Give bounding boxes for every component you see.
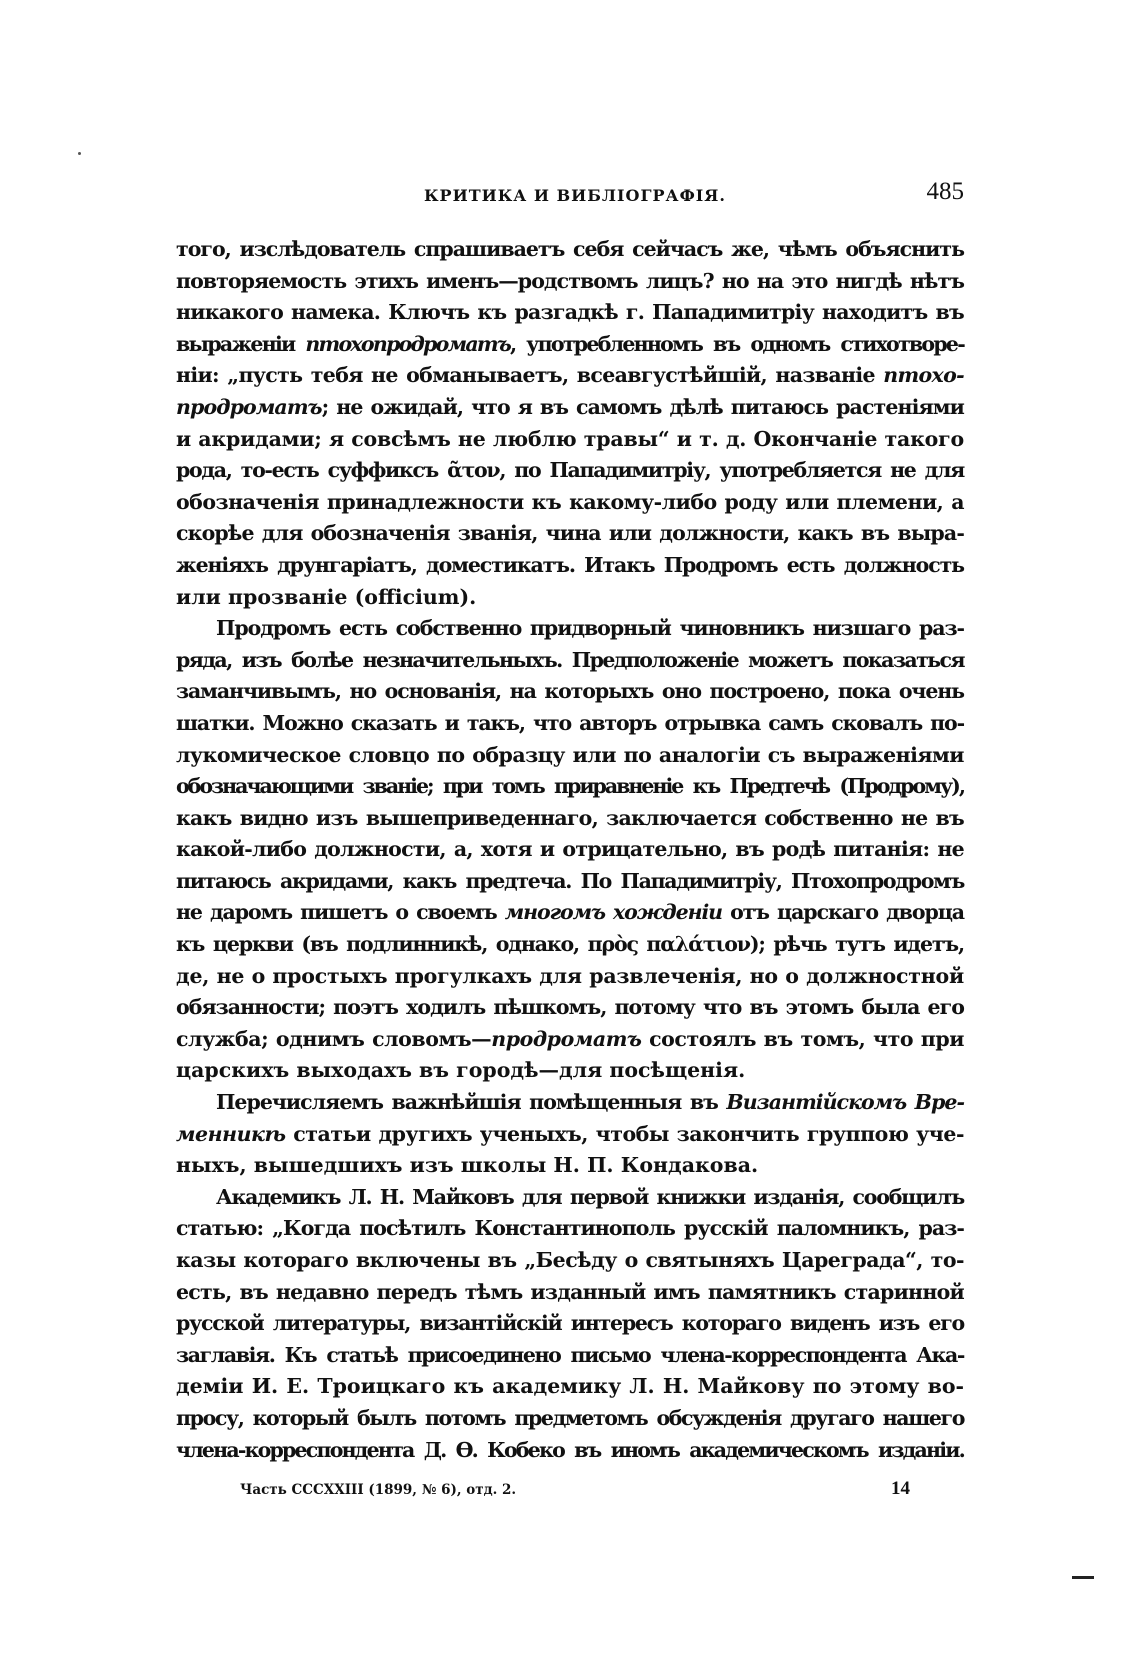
text-line: питаюсь акридами, какъ предтеча. По Пападимитріу, Птохопродромъ (176, 868, 964, 893)
text-line: обозначенія принадлежности къ какому-либо роду или племени, а (176, 489, 964, 514)
text-line (176, 1119, 964, 1151)
scan-speck (78, 152, 81, 155)
text-line: заглавія. Къ статьѣ присоединено письмо члена-корреспондента Ака- (176, 1342, 964, 1367)
text-line (176, 360, 964, 392)
text-line: къ церкви (въ подлинникѣ, однако, πρὸς παλάτιον); рѣчь тутъ идетъ, (176, 932, 964, 957)
text-line: русской литературы, византійскій интересъ котораго виденъ изъ его (176, 1311, 964, 1336)
margin-dash-mark (1072, 1576, 1094, 1579)
text-line (176, 1087, 964, 1119)
text-line: обязанности; поэтъ ходилъ пѣшкомъ, потому что въ этомъ была его (176, 995, 964, 1020)
italic-term: продроматъ (491, 1026, 642, 1051)
page-header (176, 178, 964, 212)
text-line: женіяхъ друнгаріатъ, доместикатъ. Итакъ Продромъ есть должность (176, 552, 964, 577)
text-line (176, 1024, 964, 1056)
signature-mark: 14 (891, 1478, 910, 1499)
text-line: ныхъ, вышедшихъ изъ школы Н. П. Кондакова. (176, 1153, 759, 1178)
text-line: или прозваніе (officium). (176, 584, 477, 609)
text-line: ряда, изъ болѣе незначительныхъ. Предположеніе можетъ показаться (176, 647, 964, 672)
text-line: статью: „Когда посѣтилъ Константинополь русскій паломникъ, раз- (176, 1216, 964, 1241)
italic-term: птохопродроматъ (305, 331, 510, 356)
text-line: шатки. Можно сказать и такъ, что авторъ отрывка самъ сковалъ по- (176, 710, 964, 735)
text-line (176, 392, 964, 424)
text-line: есть, въ недавно передъ тѣмъ изданный имъ памятникъ старинной (176, 1279, 964, 1304)
text-line: Продромъ есть собственно придворный чиновникъ низшаго раз- (216, 616, 964, 641)
text-line: скорѣе для обозначенія званія, чина или должности, какъ въ выра- (176, 521, 964, 546)
text-segment: Перечисляемъ важнѣйшія помѣщенныя въ (216, 1090, 727, 1115)
text-segment: состоялъ въ томъ, что при (641, 1026, 965, 1051)
text-segment: статьи другихъ ученыхъ, чтобы закончить группою уче- (285, 1121, 964, 1146)
page-number: 485 (926, 178, 964, 205)
italic-term: птохо- (883, 363, 964, 388)
text-segment: не даромъ пишетъ о своемъ (176, 900, 505, 925)
italic-term: многомъ хожденіи (504, 900, 723, 925)
text-line: члена-корреспондента Д. Ѳ. Кобеко въ иномъ академическомъ изданіи. (176, 1437, 964, 1462)
italic-term: менникѣ (176, 1121, 286, 1146)
text-line (176, 329, 964, 361)
text-line: казы котораго включены въ „Бесѣду о святыняхъ Цареграда“, то- (176, 1248, 964, 1272)
running-head: КРИТИКА И ВИБЛІОГРАФІЯ. (424, 186, 726, 205)
text-segment: , употребленномъ въ одномъ стихотворе- (509, 331, 965, 356)
text-segment: служба; однимъ словомъ— (176, 1026, 492, 1051)
italic-term: продроматъ (176, 394, 322, 419)
text-line: деміи И. Е. Троицкаго къ академику Л. Н. Майкову по этому во- (176, 1374, 964, 1399)
text-segment: отъ царскаго дворца (722, 900, 964, 925)
text-line: Академикъ Л. Н. Майковъ для первой книжки изданія, сообщилъ (216, 1184, 964, 1209)
text-segment: ; не ожидай, что я въ самомъ дѣлѣ питаюсь растеніями (321, 394, 964, 419)
text-line: и акридами; я совсѣмъ не люблю травы“ и т. д. Окончаніе такого (176, 426, 964, 451)
italic-term: Византійскомъ Вре- (726, 1090, 964, 1115)
text-line: повторяемость этихъ именъ—родствомъ лицъ? но на это нигдѣ нѣтъ (176, 268, 964, 293)
text-line: де, не о простыхъ прогулкахъ для развлеченія, но о должностной (176, 963, 964, 988)
text-line (176, 897, 964, 929)
text-line: какой-либо должности, а, хотя и отрицательно, въ родѣ питанія: не (176, 837, 964, 862)
text-line: того, изслѣдователь спрашиваетъ себя сейчасъ же, чѣмъ объяснить (176, 237, 964, 261)
text-line: просу, который былъ потомъ предметомъ обсужденія другаго нашего (176, 1405, 964, 1430)
page-footer (240, 1478, 910, 1508)
text-line: царскихъ выходахъ въ городѣ—для посѣщенія. (176, 1058, 746, 1083)
footer-part-label: Часть CCCXXIII (1899, № 6), отд. 2. (240, 1482, 517, 1498)
text-line: обозначающими званіе; при томъ приравненіе къ Предтечѣ (Продрому), (176, 774, 964, 799)
body-text (176, 234, 964, 1466)
text-line: какъ видно изъ вышеприведеннаго, заключается собственно не въ (176, 805, 964, 830)
text-line: рода, то-есть суффиксъ ᾶτον, по Пападимитріу, употребляется не для (176, 458, 964, 483)
text-segment: ніи: „пусть тебя не обманываетъ, всеавгустѣйшій, названіе (176, 363, 884, 388)
text-line: заманчивымъ, но основанія, на которыхъ оно построено, пока очень (176, 679, 964, 704)
text-segment: выраженіи (176, 331, 306, 356)
text-line: лукомическое словцо по образцу или по аналогіи съ выраженіями (176, 742, 964, 767)
text-line: никакого намека. Ключъ къ разгадкѣ г. Пападимитріу находитъ въ (176, 300, 964, 325)
